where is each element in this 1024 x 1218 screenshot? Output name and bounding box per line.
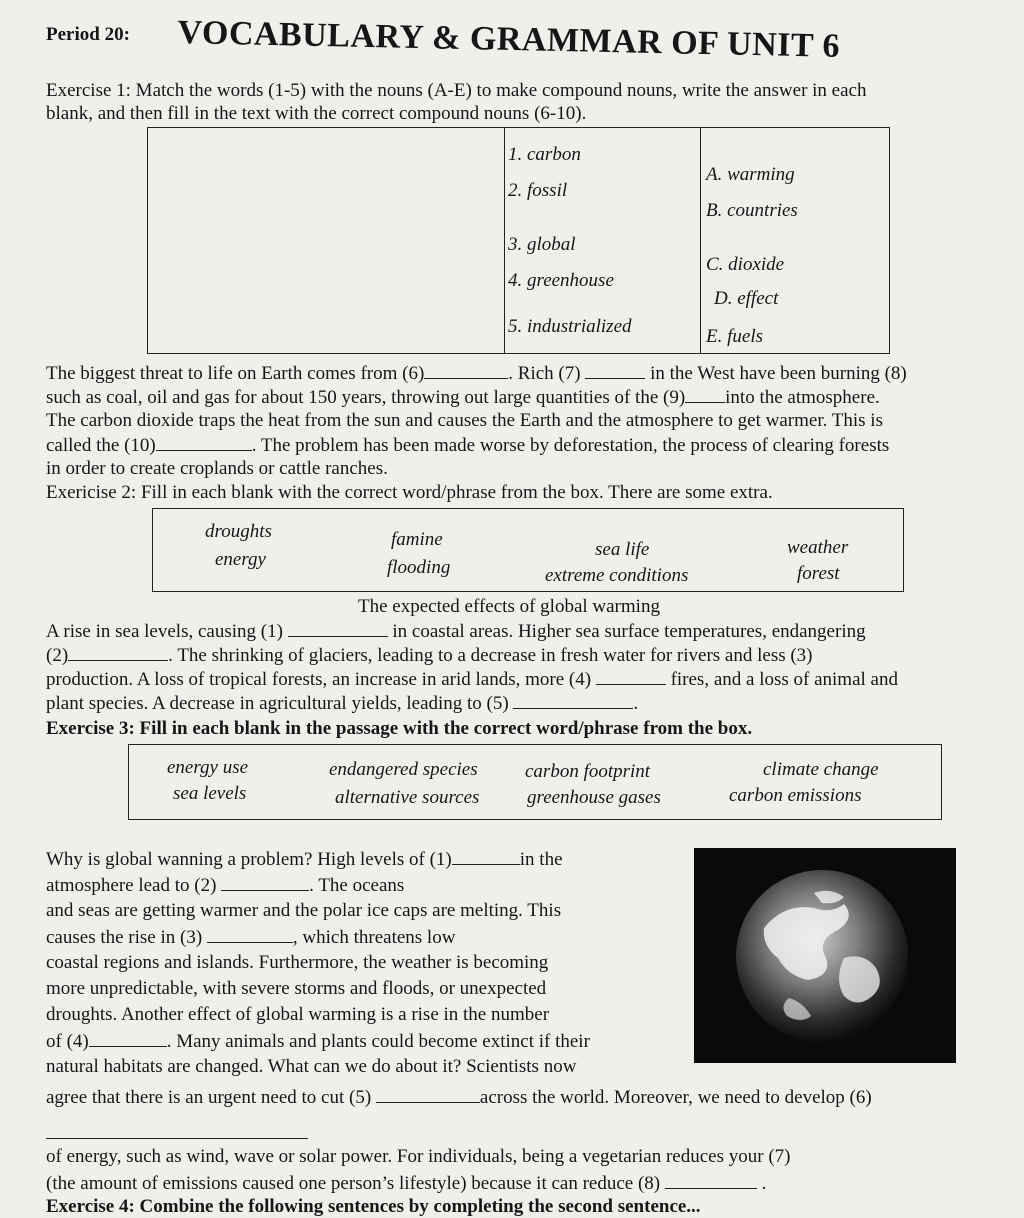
ex3-text-line: more unpredictable, with severe storms and floods, or unexpected [46,978,547,999]
ex1-text-line: The carbon dioxide traps the heat from the sun and causes the Earth and the atmosphere to get warmer. This is [46,410,883,431]
ex3-word: alternative sources [335,787,480,808]
ex2-word: energy [215,549,266,570]
ex2-word: weather [787,537,849,558]
ex3-word: greenhouse gases [527,787,661,808]
ex1-blank-6[interactable] [424,362,508,379]
ex3-text-line: droughts. Another effect of global warming is a rise in the number [46,1004,550,1025]
ex1-noun-c: C. dioxide [706,254,785,275]
ex1-blank-7[interactable] [585,362,645,379]
ex2-word: famine [391,529,443,550]
ex2-instruction: Exericise 2: Fill in each blank with the correct word/phrase from the box. There are some extra. [46,482,773,503]
ex3-blank-1[interactable] [452,848,520,865]
ex3-text-line: (the amount of emissions caused one person’s lifestyle) because it can reduce (8) . [46,1173,767,1194]
ex1-text-line: such as coal, oil and gas for about 150 years, throwing out large quantities of the (9) into the atmosphere. [46,387,880,408]
table-divider [504,128,505,353]
ex3-text-line: of (4) . Many animals and plants could become extinct if their [46,1031,590,1052]
ex3-blank-2[interactable] [221,874,309,891]
ex3-text-line: atmosphere lead to (2) . The oceans [46,875,405,896]
period-label: Period 20: [46,24,130,45]
ex3-text-line: Why is global wanning a problem? High levels of (1) in the [46,849,563,870]
ex1-word-5: 5. industrialized [508,316,632,337]
ex2-word: sea life [595,539,650,560]
ex1-word-1: 1. carbon [508,144,581,165]
ex2-text-line: (2) . The shrinking of glaciers, leading to a decrease in fresh water for rivers and less (3) [46,645,813,666]
ex3-word: climate change [763,759,879,780]
ex3-word-box [128,744,942,820]
ex2-blank-2[interactable] [68,644,168,661]
ex2-blank-4[interactable] [596,668,666,685]
table-divider [700,128,701,353]
ex3-word: carbon footprint [525,761,651,782]
ex3-word: carbon emissions [729,785,862,806]
ex3-word: endangered species [329,759,478,780]
ex3-text-line: coastal regions and islands. Furthermore, the weather is becoming [46,952,549,973]
ex2-heading: The expected effects of global warming [358,596,660,617]
page-title: VOCABULARY & GRAMMAR OF UNIT 6 [177,14,841,65]
ex3-blank-3[interactable] [207,926,293,943]
ex2-word: extreme conditions [545,565,689,586]
earth-image [694,848,956,1063]
ex1-text-line: in order to create croplands or cattle ranches. [46,458,388,479]
ex1-noun-a: A. warming [706,164,795,185]
ex3-blank-4[interactable] [89,1030,167,1047]
ex1-blank-10[interactable] [156,434,252,451]
ex3-text-line: causes the rise in (3) , which threatens low [46,927,456,948]
ex3-word: energy use [167,757,249,778]
ex2-word: droughts [205,521,272,542]
ex1-word-2: 2. fossil [508,180,568,201]
ex3-text-line: and seas are getting warmer and the polar ice caps are melting. This [46,900,562,921]
ex2-text-line: A rise in sea levels, causing (1) in coastal areas. Higher sea surface temperatures, endangering [46,621,866,642]
ex1-word-4: 4. greenhouse [508,270,614,291]
ex2-word: forest [797,563,840,584]
ex2-text-line: production. A loss of tropical forests, an increase in arid lands, more (4) fires, and a loss of animal and [46,669,898,690]
ex2-blank-5[interactable] [513,692,633,709]
page-header [46,14,1006,74]
ex1-instruction: Exercise 1: Match the words (1-5) with the nouns (A-E) to make compound nouns, write the answer in each [46,80,867,101]
ex2-text-line: plant species. A decrease in agricultural yields, leading to (5) . [46,693,639,714]
ex1-blank-9[interactable] [685,386,725,403]
ex2-word-box [152,508,904,592]
ex3-blank-5[interactable] [376,1086,480,1103]
ex1-word-3: 3. global [508,234,576,255]
ex3-text-line: agree that there is an urgent need to cut (5) across the world. Moreover, we need to develop (6) [46,1087,872,1108]
earth-globe-icon [694,848,956,1063]
ex1-noun-d: D. effect [714,288,779,309]
ex1-text-line: The biggest threat to life on Earth comes from (6) . Rich (7) in the West have been burning (8) [46,363,907,384]
ex3-text-line: of energy, such as wind, wave or solar power. For individuals, being a vegetarian reduces your (7) [46,1146,791,1167]
ex3-blank-6[interactable] [46,1138,308,1139]
ex1-match-table [147,127,890,354]
ex1-text-line: called the (10) . The problem has been made worse by deforestation, the process of clearing forests [46,435,890,456]
ex3-text-line: natural habitats are changed. What can we do about it? Scientists now [46,1056,577,1077]
ex3-word: sea levels [173,783,247,804]
ex1-noun-b: B. countries [706,200,798,221]
ex3-blank-8[interactable] [665,1172,757,1189]
ex3-instruction: Exercise 3: Fill in each blank in the passage with the correct word/phrase from the box. [46,718,753,739]
ex4-instruction: Exercise 4: Combine the following sentences by completing the second sentence... [46,1196,701,1217]
ex2-word: flooding [387,557,451,578]
ex2-blank-1[interactable] [288,620,388,637]
ex1-noun-e: E. fuels [706,326,763,347]
ex1-instruction-cont: blank, and then fill in the text with the correct compound nouns (6-10). [46,103,587,124]
